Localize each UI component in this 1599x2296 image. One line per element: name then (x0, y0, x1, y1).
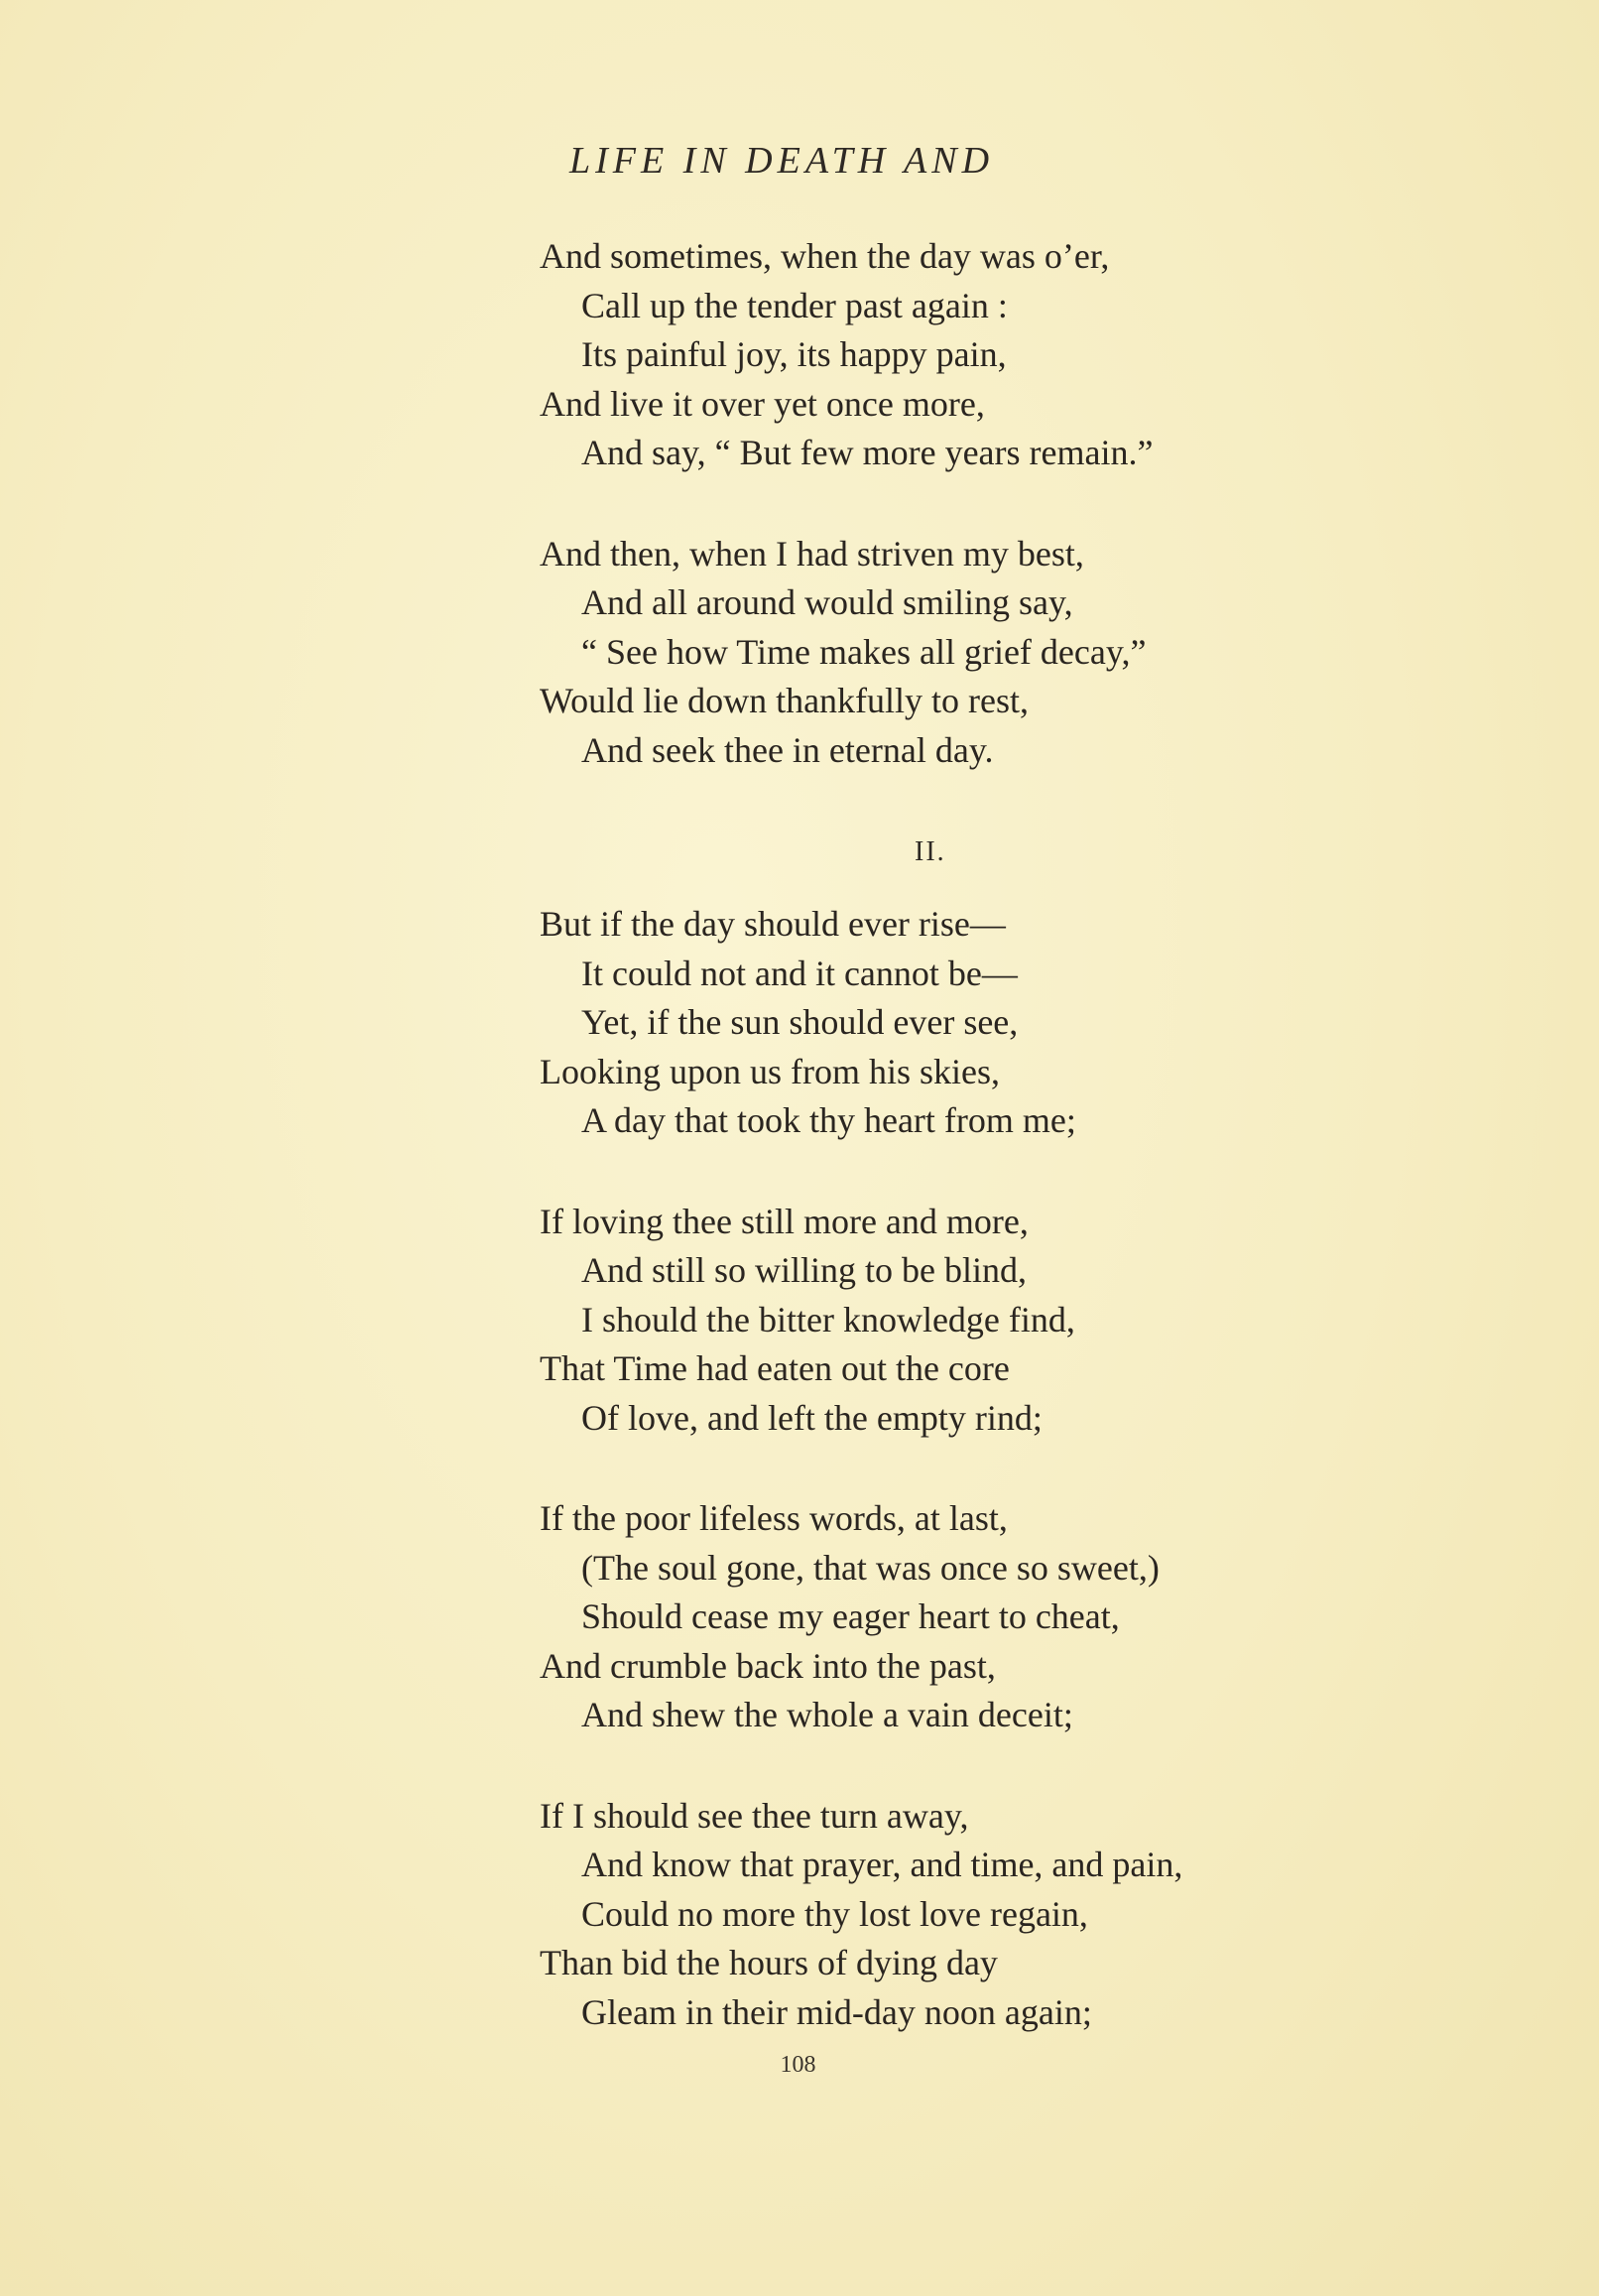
verse-line: A day that took thy heart from me; (581, 1100, 1076, 1140)
verse-line: And know that prayer, and time, and pain, (581, 1845, 1183, 1884)
verse-line: And still so willing to be blind, (581, 1250, 1028, 1290)
stanza (540, 900, 1432, 1146)
verse-line: Would lie down thankfully to rest, (540, 681, 1030, 720)
verse-line: And seek thee in eternal day. (581, 729, 994, 770)
stanza (540, 1792, 1432, 2038)
verse-line: That Time had eaten out the core (540, 1348, 1010, 1388)
verse-line: Looking upon us from his skies, (540, 1051, 1000, 1091)
section-number: II. (915, 836, 946, 867)
stanza (540, 232, 1432, 478)
verse-line: Yet, if the sun should ever see, (581, 1002, 1019, 1042)
poem-body (540, 232, 1432, 2089)
verse-line: Its painful joy, its happy pain, (581, 334, 1007, 374)
verse-line: Could no more thy lost love regain, (581, 1893, 1088, 1934)
verse-line: It could not and it cannot be— (581, 953, 1018, 993)
poem-part-2 (540, 900, 1432, 2037)
verse-line: (The soul gone, that was once so sweet,) (581, 1547, 1160, 1588)
verse-line: If the poor lifeless words, at last, (540, 1498, 1008, 1538)
verse-line: “ See how Time makes all grief decay,” (581, 631, 1147, 672)
running-head: LIFE IN DEATH AND (568, 140, 995, 182)
verse-line: And all around would smiling say, (581, 582, 1073, 622)
verse-line: And then, when I had striven my best, (540, 533, 1084, 574)
poem-part-1 (540, 232, 1432, 775)
verse-line: And say, “ But few more years remain.” (581, 433, 1154, 472)
page-number: 108 (780, 2052, 816, 2078)
verse-line: Of love, and left the empty rind; (581, 1397, 1043, 1438)
verse-line: But if the day should ever rise— (540, 904, 1006, 944)
verse-line: And live it over yet once more, (540, 383, 985, 424)
verse-line: And crumble back into the past, (540, 1645, 996, 1686)
verse-line: Call up the tender past again : (581, 285, 1008, 325)
verse-line: And sometimes, when the day was o’er, (540, 236, 1110, 276)
verse-line: Gleam in their mid-day noon again; (581, 1991, 1092, 2032)
stanza (540, 1198, 1432, 1444)
verse-line: Should cease my eager heart to cheat, (581, 1596, 1120, 1636)
stanza (540, 1494, 1432, 1740)
verse-line: I should the bitter knowledge find, (581, 1299, 1075, 1339)
stanza (540, 530, 1432, 776)
verse-line: If loving thee still more and more, (540, 1201, 1029, 1241)
verse-line: Than bid the hours of dying day (540, 1943, 998, 1982)
verse-line: And shew the whole a vain deceit; (581, 1695, 1073, 1734)
verse-line: If I should see thee turn away, (540, 1795, 969, 1836)
